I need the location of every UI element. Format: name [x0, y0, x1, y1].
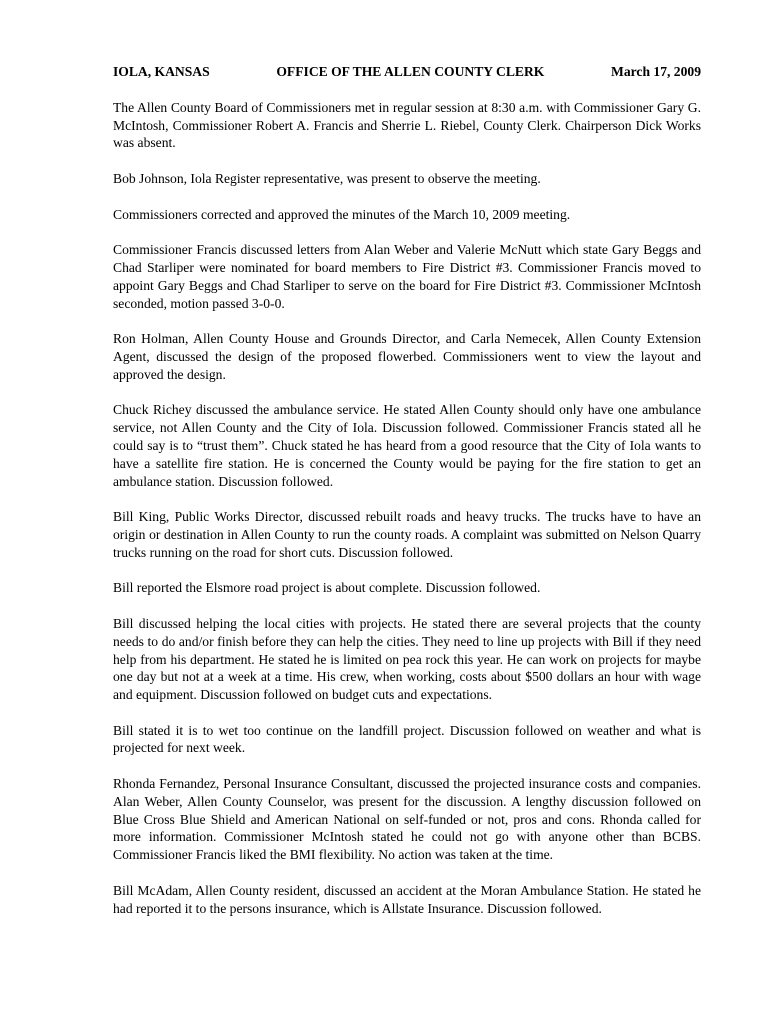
document-page: [113, 63, 701, 935]
paragraph-press: Bob Johnson, Iola Register representative, was present to observe the meeting.: [113, 170, 541, 186]
paragraph-city-projects: Bill discussed helping the local cities with projects. He stated there are several projects that the county needs to do and/or finish before they can help the cities. They need to line up projects with Bill if they need help from his department. He stated he is limited on pea rock this year. He can work on projects for maybe one day but not at a week at a time. His crew, when working, costs about $500 dollars an hour with wage and equipment. Discussion followed on budget cuts and expectations.: [113, 615, 701, 703]
paragraph-flowerbed: Ron Holman, Allen County House and Grounds Director, and Carla Nemecek, Allen County Extension Agent, discussed the design of the proposed flowerbed. Commissioners went to view the layout and approved the design.: [113, 331, 701, 382]
paragraph-roads-trucks: Bill King, Public Works Director, discussed rebuilt roads and heavy trucks. The trucks have to have an origin or destination in Allen County to run the county roads. A complaint was submitted on Nelson Quarry trucks running on the road for short cuts. Discussion followed.: [113, 509, 701, 560]
document-header: [113, 63, 701, 81]
paragraph-insurance: Rhonda Fernandez, Personal Insurance Consultant, discussed the projected insurance costs and companies. Alan Weber, Allen County Counselor, was present for the discussion. A lengthy discussion followed on Blue Cross Blue Shield and American National on self-funded or not, pros and cons. Rhonda called for more information. Commissioner McIntosh stated he could not go with anyone other than BCBS. Commissioner Francis liked the BMI flexibility. No action was taken at the time.: [113, 776, 701, 863]
paragraph-meeting-opening: The Allen County Board of Commissioners met in regular session at 8:30 a.m. with Commissioner Gary G. McIntosh, Commissioner Robert A. Francis and Sherrie L. Riebel, County Clerk. Chairperson Dick Works was absent.: [113, 99, 701, 151]
paragraph-elsmore-road: Bill reported the Elsmore road project is about complete. Discussion followed.: [113, 580, 541, 596]
header-date: March 17, 2009: [611, 64, 701, 79]
paragraph-landfill: Bill stated it is to wet too continue on the landfill project. Discussion followed on weather and what is projected for next week.: [113, 722, 701, 756]
paragraph-fire-district: Commissioner Francis discussed letters from Alan Weber and Valerie McNutt which state Gary Beggs and Chad Starliper were nominated for board members to Fire District #3. Commissioner Francis moved to appoint Gary Beggs and Chad Starliper to serve on the board for Fire District #3. Commissioner McIntosh seconded, motion passed 3-0-0.: [113, 242, 701, 311]
paragraph-ambulance: Chuck Richey discussed the ambulance service. He stated Allen County should only have one ambulance service, not Allen County and the City of Iola. Discussion followed. Commissioner Francis stated all he could say is to “trust them”. Chuck stated he has heard from a good resource that the City of Iola wants to have a satellite fire station. He is concerned the County would be paying for the fire station to get an ambulance station. Discussion followed.: [113, 402, 701, 489]
header-office: OFFICE OF THE ALLEN COUNTY CLERK: [276, 64, 545, 79]
header-location: IOLA, KANSAS: [113, 64, 210, 79]
paragraph-accident: Bill McAdam, Allen County resident, discussed an accident at the Moran Ambulance Station. He stated he had reported it to the persons insurance, which is Allstate Insurance. Discussion followed.: [113, 882, 701, 916]
paragraph-minutes: Commissioners corrected and approved the minutes of the March 10, 2009 meeting.: [113, 206, 571, 222]
